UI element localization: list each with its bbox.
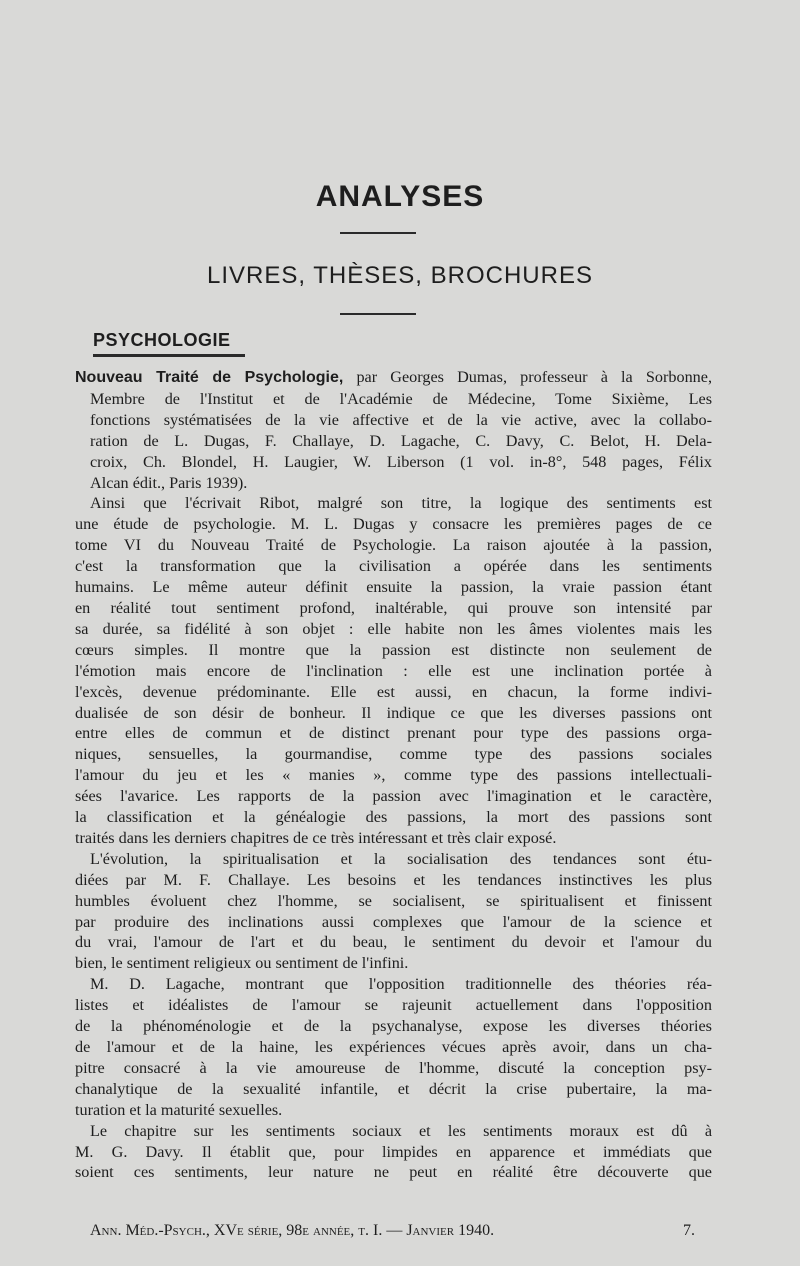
paragraph-line: listes et idéalistes de l'amour se rajeunit actuellement dans l'opposition	[75, 996, 712, 1015]
paragraph-line: par produire des inclinations aussi complexes que l'amour de la science et	[75, 912, 712, 931]
paragraph-line: sa durée, sa fidélité à son objet : elle habite non les âmes violentes mais les	[75, 619, 712, 638]
paragraph-line: de l'amour et de la haine, les expériences vécues après avoir, dans un cha-	[75, 1038, 712, 1056]
paragraph-line: tome VI du Nouveau Traité de Psychologie. La raison ajoutée à la passion,	[75, 536, 712, 555]
paragraph-line: une étude de psychologie. M. L. Dugas y consacre les premières pages de ce	[75, 515, 712, 534]
paragraph-line: du vrai, l'amour de l'art et du beau, le sentiment du devoir et l'amour du	[75, 933, 712, 952]
category-underline	[93, 354, 245, 357]
paragraph-line: niques, sensuelles, la gourmandise, comme type des passions sociales	[75, 745, 712, 764]
paragraph-line: cœurs simples. Il montre que la passion est distincte non seulement de	[75, 640, 712, 659]
paragraph-line: pitre consacré à la vie amoureuse de l'homme, discuté la conception psy-	[75, 1058, 712, 1077]
paragraph-line: bien, le sentiment religieux ou sentiment de l'infini.	[75, 954, 409, 973]
paragraph-line: en réalité tout sentiment profond, inaltérable, qui prouve son intensité par	[75, 598, 712, 617]
paragraph-line: c'est la transformation que la civilisation a opérée dans les sentiments	[75, 557, 712, 576]
paragraph-line: diées par M. F. Challaye. Les besoins et les tendances instinctives les plus	[75, 870, 712, 889]
paragraph-line: l'émotion mais encore de l'inclination : elle est une inclination portée à	[75, 661, 712, 680]
paragraph-line: M. D. Lagache, montrant que l'opposition traditionnelle des théories réa-	[90, 975, 712, 994]
paragraph-line: l'amour du jeu et les « manies », comme type des passions intellectuali-	[75, 766, 712, 785]
page-footer	[90, 1222, 695, 1240]
article-body	[75, 367, 712, 1183]
book-title: Nouveau Traité de Psychologie,	[75, 369, 344, 386]
paragraph-line: sées l'avarice. Les rapports de la passion avec l'imagination et le caractère,	[75, 787, 712, 806]
journal-citation: Ann. Méd.-Psych., XVe série, 98e année, t. I. — Janvier 1940.	[90, 1222, 495, 1239]
entry-line: par Georges Dumas, professeur à la Sorbonne,	[356, 368, 712, 386]
entry-line: croix, Ch. Blondel, H. Laugier, W. Liberson (1 vol. in-8°, 548 pages, Félix	[90, 452, 712, 471]
entry-line: Membre de l'Institut et de l'Académie de Médecine, Tome Sixième, Les	[90, 389, 712, 408]
page-number: 7.	[683, 1222, 695, 1239]
subtitle-divider	[340, 313, 416, 315]
paragraph-line: dualisée de son désir de bonheur. Il indique ce que les diverses passions ont	[75, 703, 712, 722]
paragraph-line: traités dans les derniers chapitres de ce très intéressant et très clair exposé.	[75, 828, 557, 847]
paragraph-line: Le chapitre sur les sentiments sociaux et les sentiments moraux est dû à	[90, 1121, 712, 1140]
entry-line: fonctions systématisées de la vie affective et de la vie active, avec la collabo-	[90, 410, 712, 429]
entry-line: ration de L. Dugas, F. Challaye, D. Lagache, C. Davy, C. Belot, H. Dela-	[90, 431, 712, 450]
paragraph-line: turation et la maturité sexuelles.	[75, 1100, 283, 1119]
paragraph-line: de la phénoménologie et de la psychanalyse, expose les diverses théories	[75, 1017, 712, 1036]
paragraphs	[75, 493, 712, 1183]
paragraph-line: la classification et la généalogie des passions, la mort des passions sont	[75, 808, 712, 827]
category-heading: PSYCHOLOGIE	[93, 330, 231, 350]
paragraph-line: humbles évoluent chez l'homme, se socialisent, se spiritualisent et finissent	[75, 891, 712, 910]
entry-first-line	[75, 367, 712, 389]
paragraph-line: M. G. Davy. Il établit que, pour limpides en apparence et immédiats que	[75, 1142, 712, 1161]
paragraph-line: l'excès, devenue prédominante. Elle est aussi, en chacun, la forme indivi-	[75, 682, 712, 701]
section-title: ANALYSES	[315, 180, 485, 213]
paragraph-line: humains. Le même auteur définit ensuite la passion, la vraie passion étant	[75, 578, 712, 597]
paragraph-line: L'évolution, la spiritualisation et la socialisation des tendances sont étu-	[90, 849, 712, 868]
paragraph-line: entre elles de commun et de distinct prenant pour type des passions orga-	[75, 724, 712, 743]
paragraph-line: chanalytique de la sexualité infantile, et décrit la crise pubertaire, la ma-	[75, 1079, 712, 1098]
entry-citation	[75, 389, 712, 494]
paragraph-line: soient ces sentiments, leur nature ne peut en réalité être découverte que	[75, 1163, 712, 1182]
entry-line: Alcan édit., Paris 1939).	[90, 473, 248, 492]
paragraph-line: Ainsi que l'écrivait Ribot, malgré son titre, la logique des sentiments est	[90, 494, 712, 513]
section-divider	[340, 232, 416, 234]
subtitle: LIVRES, THÈSES, BROCHURES	[207, 262, 593, 289]
